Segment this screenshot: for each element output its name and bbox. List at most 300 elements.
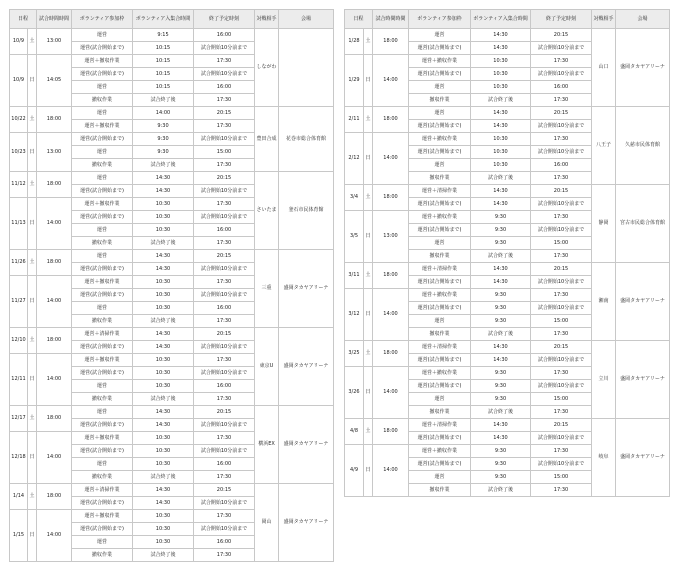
match-day-of-week: 日 bbox=[28, 198, 37, 250]
assembly-time: 9:30 bbox=[471, 445, 531, 458]
end-time: 17:30 bbox=[531, 55, 592, 68]
match-start-time: 18:00 bbox=[37, 328, 72, 354]
end-time: 試合開始10分前まで bbox=[531, 146, 592, 159]
match-day-of-week: 日 bbox=[28, 55, 37, 107]
volunteer-slot: 運営＋撤収作業 bbox=[72, 55, 133, 68]
venue: 宮古市民総合体育館 bbox=[616, 185, 670, 263]
table-header-row bbox=[10, 10, 334, 29]
assembly-time: 10:30 bbox=[133, 523, 194, 536]
match-day-of-week: 土 bbox=[364, 185, 373, 211]
volunteer-slot: 運営 bbox=[72, 81, 133, 94]
assembly-time: 14:30 bbox=[471, 120, 531, 133]
end-time: 17:30 bbox=[194, 393, 255, 406]
volunteer-slot: 運営 bbox=[72, 406, 133, 419]
volunteer-slot: 運営＋撤収作業 bbox=[409, 133, 471, 146]
end-time: 17:30 bbox=[194, 159, 255, 172]
end-time: 15:00 bbox=[531, 471, 592, 484]
venue: 盛岡タカヤアリーナ bbox=[279, 328, 334, 406]
volunteer-slot: 運営(試合開始まで) bbox=[409, 68, 471, 81]
end-time: 試合開始10分前まで bbox=[531, 42, 592, 55]
table-row bbox=[345, 263, 670, 276]
assembly-time: 試合終了後 bbox=[471, 406, 531, 419]
assembly-time: 試合終了後 bbox=[133, 393, 194, 406]
assembly-time: 10:30 bbox=[133, 458, 194, 471]
assembly-time: 14:30 bbox=[471, 42, 531, 55]
assembly-time: 14:30 bbox=[471, 432, 531, 445]
match-start-time: 13:00 bbox=[37, 133, 72, 172]
end-time: 20:15 bbox=[531, 263, 592, 276]
assembly-time: 10:15 bbox=[133, 68, 194, 81]
match-day-of-week: 土 bbox=[364, 263, 373, 289]
assembly-time: 14:30 bbox=[471, 185, 531, 198]
match-date: 12/10 bbox=[10, 328, 28, 354]
header-end-time: 終了予定時刻 bbox=[194, 10, 255, 29]
header-volunteer-slot: ボランティア参加枠 bbox=[72, 10, 133, 29]
volunteer-slot: 運営＋清掃作業 bbox=[72, 484, 133, 497]
opponent: 八王子 bbox=[592, 107, 616, 185]
volunteer-slot: 運営(試合開始まで) bbox=[409, 146, 471, 159]
match-day-of-week: 土 bbox=[28, 29, 37, 55]
match-date: 11/12 bbox=[10, 172, 28, 198]
end-time: 試合開始10分前まで bbox=[531, 224, 592, 237]
match-start-time: 18:00 bbox=[373, 419, 409, 445]
match-start-time: 18:00 bbox=[37, 172, 72, 198]
opponent: 岐阜 bbox=[592, 419, 616, 497]
volunteer-slot: 撤収作業 bbox=[409, 406, 471, 419]
end-time: 16:00 bbox=[194, 380, 255, 393]
assembly-time: 10:30 bbox=[471, 133, 531, 146]
end-time: 15:00 bbox=[531, 315, 592, 328]
match-date: 3/25 bbox=[345, 341, 364, 367]
match-day-of-week: 日 bbox=[28, 276, 37, 328]
end-time: 20:15 bbox=[194, 250, 255, 263]
assembly-time: 10:30 bbox=[133, 354, 194, 367]
match-day-of-week: 日 bbox=[364, 211, 373, 263]
assembly-time: 試合終了後 bbox=[471, 172, 531, 185]
match-start-time: 14:05 bbox=[37, 55, 72, 107]
match-date: 3/11 bbox=[345, 263, 364, 289]
end-time: 17:30 bbox=[194, 354, 255, 367]
assembly-time: 9:30 bbox=[471, 289, 531, 302]
end-time: 試合開始10分前まで bbox=[194, 211, 255, 224]
end-time: 試合開始10分前まで bbox=[531, 458, 592, 471]
volunteer-slot: 運営＋清掃作業 bbox=[409, 185, 471, 198]
match-start-time: 18:00 bbox=[37, 406, 72, 432]
assembly-time: 10:15 bbox=[133, 55, 194, 68]
match-date: 4/9 bbox=[345, 445, 364, 497]
assembly-time: 14:30 bbox=[133, 328, 194, 341]
match-start-time: 18:00 bbox=[373, 263, 409, 289]
header-match-time: 試合時間時間 bbox=[373, 10, 409, 29]
volunteer-slot: 運営＋撤収作業 bbox=[72, 276, 133, 289]
assembly-time: 14:30 bbox=[133, 406, 194, 419]
volunteer-slot: 撤収作業 bbox=[72, 471, 133, 484]
end-time: 17:30 bbox=[194, 315, 255, 328]
assembly-time: 9:30 bbox=[471, 224, 531, 237]
table-row bbox=[345, 341, 670, 354]
end-time: 20:15 bbox=[531, 419, 592, 432]
end-time: 試合開始10分前まで bbox=[194, 185, 255, 198]
end-time: 試合開始10分前まで bbox=[194, 42, 255, 55]
match-start-time: 18:00 bbox=[373, 341, 409, 367]
end-time: 試合開始10分前まで bbox=[531, 380, 592, 393]
match-date: 10/9 bbox=[10, 55, 28, 107]
match-day-of-week: 土 bbox=[28, 172, 37, 198]
volunteer-slot: 運営＋撤収作業 bbox=[72, 198, 133, 211]
assembly-time: 14:30 bbox=[133, 341, 194, 354]
end-time: 試合開始10分前まで bbox=[531, 302, 592, 315]
end-time: 試合開始10分前まで bbox=[531, 120, 592, 133]
assembly-time: 試合終了後 bbox=[133, 549, 194, 562]
header-date: 日程 bbox=[345, 10, 373, 29]
volunteer-slot: 運営 bbox=[409, 81, 471, 94]
match-day-of-week: 土 bbox=[364, 107, 373, 133]
end-time: 16:00 bbox=[194, 302, 255, 315]
end-time: 試合開始10分前まで bbox=[194, 419, 255, 432]
schedule-table-left bbox=[9, 9, 334, 562]
volunteer-slot: 運営＋清掃作業 bbox=[409, 419, 471, 432]
volunteer-slot: 運営(試合開始まで) bbox=[72, 185, 133, 198]
assembly-time: 試合終了後 bbox=[133, 159, 194, 172]
volunteer-slot: 運営 bbox=[409, 315, 471, 328]
table-row bbox=[10, 328, 334, 341]
match-start-time: 14:00 bbox=[37, 432, 72, 484]
assembly-time: 14:30 bbox=[471, 198, 531, 211]
end-time: 15:00 bbox=[531, 237, 592, 250]
match-day-of-week: 日 bbox=[28, 354, 37, 406]
match-start-time: 14:00 bbox=[373, 55, 409, 107]
assembly-time: 14:30 bbox=[133, 250, 194, 263]
assembly-time: 14:30 bbox=[471, 341, 531, 354]
opponent: 三重 bbox=[255, 250, 279, 328]
match-date: 3/4 bbox=[345, 185, 364, 211]
assembly-time: 10:30 bbox=[133, 445, 194, 458]
match-start-time: 14:00 bbox=[37, 198, 72, 250]
assembly-time: 14:30 bbox=[471, 263, 531, 276]
assembly-time: 9:30 bbox=[471, 302, 531, 315]
assembly-time: 試合終了後 bbox=[133, 94, 194, 107]
match-day-of-week: 日 bbox=[28, 510, 37, 562]
match-start-time: 14:00 bbox=[37, 354, 72, 406]
table-row bbox=[10, 107, 334, 120]
end-time: 15:00 bbox=[531, 393, 592, 406]
volunteer-slot: 運営(試合開始まで) bbox=[409, 224, 471, 237]
assembly-time: 9:30 bbox=[133, 133, 194, 146]
volunteer-slot: 運営 bbox=[72, 224, 133, 237]
volunteer-slot: 運営 bbox=[409, 471, 471, 484]
assembly-time: 14:30 bbox=[471, 354, 531, 367]
end-time: 試合開始10分前まで bbox=[194, 289, 255, 302]
end-time: 17:30 bbox=[194, 120, 255, 133]
assembly-time: 9:30 bbox=[471, 458, 531, 471]
match-start-time: 18:00 bbox=[37, 107, 72, 133]
end-time: 17:30 bbox=[194, 198, 255, 211]
table-row bbox=[345, 29, 670, 42]
venue: 盛岡タカヤアリーナ bbox=[279, 250, 334, 328]
volunteer-slot: 運営 bbox=[72, 107, 133, 120]
assembly-time: 9:30 bbox=[471, 380, 531, 393]
assembly-time: 9:30 bbox=[471, 315, 531, 328]
match-date: 1/28 bbox=[345, 29, 364, 55]
volunteer-slot: 運営 bbox=[409, 393, 471, 406]
assembly-time: 14:30 bbox=[133, 484, 194, 497]
venue: 久慈市民体育館 bbox=[616, 107, 670, 185]
assembly-time: 試合終了後 bbox=[133, 237, 194, 250]
match-date: 10/23 bbox=[10, 133, 28, 172]
table-row bbox=[10, 29, 334, 42]
assembly-time: 10:15 bbox=[133, 81, 194, 94]
end-time: 試合開始10分前まで bbox=[531, 276, 592, 289]
venue: 盛岡タカヤアリーナ bbox=[279, 484, 334, 562]
volunteer-slot: 運営＋撤収作業 bbox=[72, 510, 133, 523]
assembly-time: 14:30 bbox=[471, 29, 531, 42]
volunteer-slot: 運営＋撤収作業 bbox=[72, 354, 133, 367]
assembly-time: 9:30 bbox=[471, 237, 531, 250]
end-time: 20:15 bbox=[194, 484, 255, 497]
end-time: 16:00 bbox=[194, 536, 255, 549]
volunteer-slot: 撤収作業 bbox=[72, 237, 133, 250]
end-time: 試合開始10分前まで bbox=[531, 354, 592, 367]
volunteer-slot: 運営(試合開始まで) bbox=[72, 419, 133, 432]
assembly-time: 14:00 bbox=[133, 107, 194, 120]
assembly-time: 10:30 bbox=[471, 81, 531, 94]
assembly-time: 10:30 bbox=[133, 289, 194, 302]
venue: 花巻市総合体育館 bbox=[279, 107, 334, 172]
assembly-time: 10:30 bbox=[471, 159, 531, 172]
match-date: 2/12 bbox=[345, 133, 364, 185]
end-time: 17:30 bbox=[531, 445, 592, 458]
assembly-time: 10:30 bbox=[471, 68, 531, 81]
volunteer-slot: 撤収作業 bbox=[409, 328, 471, 341]
opponent: 湘南 bbox=[592, 263, 616, 341]
match-date: 2/11 bbox=[345, 107, 364, 133]
end-time: 17:30 bbox=[194, 510, 255, 523]
schedule-body-left bbox=[10, 29, 334, 562]
end-time: 試合開始10分前まで bbox=[194, 341, 255, 354]
match-day-of-week: 土 bbox=[28, 250, 37, 276]
volunteer-slot: 運営 bbox=[72, 250, 133, 263]
volunteer-slot: 運営＋撤収作業 bbox=[409, 445, 471, 458]
end-time: 試合開始10分前まで bbox=[194, 497, 255, 510]
assembly-time: 試合終了後 bbox=[133, 471, 194, 484]
volunteer-slot: 運営＋撤収作業 bbox=[72, 432, 133, 445]
match-date: 1/14 bbox=[10, 484, 28, 510]
assembly-time: 試合終了後 bbox=[471, 484, 531, 497]
match-date: 12/11 bbox=[10, 354, 28, 406]
match-day-of-week: 土 bbox=[364, 29, 373, 55]
match-date: 1/15 bbox=[10, 510, 28, 562]
volunteer-slot: 運営＋撤収作業 bbox=[72, 120, 133, 133]
schedule-table-right bbox=[344, 9, 670, 497]
match-day-of-week: 土 bbox=[28, 484, 37, 510]
match-date: 3/5 bbox=[345, 211, 364, 263]
assembly-time: 10:30 bbox=[133, 380, 194, 393]
volunteer-slot: 運営(試合開始まで) bbox=[72, 341, 133, 354]
end-time: 20:15 bbox=[531, 341, 592, 354]
volunteer-slot: 撤収作業 bbox=[72, 94, 133, 107]
assembly-time: 14:30 bbox=[133, 419, 194, 432]
volunteer-slot: 運営 bbox=[72, 302, 133, 315]
match-date: 11/13 bbox=[10, 198, 28, 250]
match-start-time: 13:00 bbox=[37, 29, 72, 55]
volunteer-slot: 運営＋撤収作業 bbox=[409, 367, 471, 380]
volunteer-slot: 撤収作業 bbox=[409, 250, 471, 263]
venue: 盛岡タカヤアリーナ bbox=[616, 29, 670, 107]
end-time: 20:15 bbox=[531, 107, 592, 120]
assembly-time: 14:30 bbox=[133, 497, 194, 510]
match-start-time: 18:00 bbox=[373, 185, 409, 211]
end-time: 16:00 bbox=[531, 81, 592, 94]
volunteer-slot: 運営(試合開始まで) bbox=[409, 380, 471, 393]
volunteer-slot: 運営(試合開始まで) bbox=[409, 120, 471, 133]
assembly-time: 試合終了後 bbox=[471, 94, 531, 107]
opponent: 横浜EX bbox=[255, 406, 279, 484]
match-start-time: 14:00 bbox=[373, 133, 409, 185]
end-time: 試合開始10分前まで bbox=[194, 523, 255, 536]
match-day-of-week: 日 bbox=[364, 55, 373, 107]
header-date: 日程 bbox=[10, 10, 37, 29]
table-row bbox=[10, 250, 334, 263]
volunteer-slot: 運営(試合開始まで) bbox=[409, 42, 471, 55]
header-opponent: 対戦相手 bbox=[255, 10, 279, 29]
match-start-time: 14:00 bbox=[37, 276, 72, 328]
volunteer-slot: 運営(試合開始まで) bbox=[409, 432, 471, 445]
assembly-time: 9:30 bbox=[471, 367, 531, 380]
volunteer-slot: 運営＋撤収作業 bbox=[409, 55, 471, 68]
volunteer-slot: 撤収作業 bbox=[72, 315, 133, 328]
header-volunteer-slot: ボランティア参加枠 bbox=[409, 10, 471, 29]
end-time: 17:30 bbox=[194, 549, 255, 562]
match-start-time: 14:00 bbox=[373, 367, 409, 419]
end-time: 16:00 bbox=[194, 224, 255, 237]
match-day-of-week: 日 bbox=[364, 289, 373, 341]
volunteer-slot: 運営(試合開始まで) bbox=[409, 276, 471, 289]
assembly-time: 10:15 bbox=[133, 42, 194, 55]
end-time: 17:30 bbox=[194, 55, 255, 68]
opponent: 立川 bbox=[592, 341, 616, 419]
volunteer-slot: 運営 bbox=[72, 146, 133, 159]
volunteer-slot: 運営 bbox=[409, 107, 471, 120]
header-opponent: 対戦相手 bbox=[592, 10, 616, 29]
match-date: 12/18 bbox=[10, 432, 28, 484]
match-date: 3/12 bbox=[345, 289, 364, 341]
assembly-time: 10:30 bbox=[133, 432, 194, 445]
assembly-time: 10:30 bbox=[133, 276, 194, 289]
assembly-time: 9:30 bbox=[471, 471, 531, 484]
end-time: 20:15 bbox=[194, 107, 255, 120]
header-end-time: 終了予定時刻 bbox=[531, 10, 592, 29]
volunteer-slot: 運営＋撤収作業 bbox=[409, 211, 471, 224]
match-start-time: 14:00 bbox=[373, 445, 409, 497]
assembly-time: 9:30 bbox=[471, 393, 531, 406]
assembly-time: 14:30 bbox=[133, 185, 194, 198]
match-day-of-week: 土 bbox=[28, 107, 37, 133]
end-time: 試合開始10分前まで bbox=[194, 263, 255, 276]
match-start-time: 18:00 bbox=[373, 107, 409, 133]
match-day-of-week: 日 bbox=[364, 133, 373, 185]
volunteer-slot: 運営 bbox=[409, 237, 471, 250]
end-time: 17:30 bbox=[194, 276, 255, 289]
assembly-time: 10:30 bbox=[133, 367, 194, 380]
table-row bbox=[10, 484, 334, 497]
table-row bbox=[345, 185, 670, 198]
match-day-of-week: 土 bbox=[364, 341, 373, 367]
assembly-time: 14:30 bbox=[133, 172, 194, 185]
end-time: 20:15 bbox=[531, 29, 592, 42]
venue: 盛岡タカヤアリーナ bbox=[616, 419, 670, 497]
end-time: 試合開始10分前まで bbox=[531, 198, 592, 211]
end-time: 試合開始10分前まで bbox=[194, 367, 255, 380]
assembly-time: 10:30 bbox=[133, 198, 194, 211]
assembly-time: 9:15 bbox=[133, 29, 194, 42]
end-time: 17:30 bbox=[531, 406, 592, 419]
assembly-time: 9:30 bbox=[471, 211, 531, 224]
end-time: 20:15 bbox=[194, 172, 255, 185]
opponent: 豊田合成 bbox=[255, 107, 279, 172]
schedule-body-right bbox=[345, 29, 670, 497]
volunteer-slot: 運営(試合開始まで) bbox=[409, 458, 471, 471]
volunteer-slot: 運営＋清掃作業 bbox=[409, 341, 471, 354]
end-time: 17:30 bbox=[531, 211, 592, 224]
assembly-time: 試合終了後 bbox=[471, 328, 531, 341]
volunteer-slot: 運営(試合開始まで) bbox=[72, 68, 133, 81]
end-time: 20:15 bbox=[531, 185, 592, 198]
volunteer-slot: 運営(試合開始まで) bbox=[72, 523, 133, 536]
assembly-time: 9:30 bbox=[133, 146, 194, 159]
volunteer-slot: 運営 bbox=[409, 159, 471, 172]
assembly-time: 14:30 bbox=[471, 107, 531, 120]
venue: 盛岡タカヤアリーナ bbox=[279, 406, 334, 484]
end-time: 15:00 bbox=[194, 146, 255, 159]
opponent: さいたま bbox=[255, 172, 279, 250]
volunteer-slot: 運営＋清掃作業 bbox=[409, 263, 471, 276]
end-time: 16:00 bbox=[531, 159, 592, 172]
venue: 釜石市民体育館 bbox=[279, 172, 334, 250]
assembly-time: 10:30 bbox=[471, 146, 531, 159]
table-row bbox=[345, 419, 670, 432]
table-row bbox=[345, 107, 670, 120]
end-time: 17:30 bbox=[194, 471, 255, 484]
volunteer-slot: 運営(試合開始まで) bbox=[72, 211, 133, 224]
end-time: 試合開始10分前まで bbox=[194, 133, 255, 146]
assembly-time: 試合終了後 bbox=[471, 250, 531, 263]
match-start-time: 14:00 bbox=[37, 510, 72, 562]
volunteer-slot: 運営(試合開始まで) bbox=[409, 354, 471, 367]
match-date: 10/9 bbox=[10, 29, 28, 55]
opponent: しながわ bbox=[255, 29, 279, 107]
volunteer-slot: 運営(試合開始まで) bbox=[409, 302, 471, 315]
match-day-of-week: 土 bbox=[364, 419, 373, 445]
volunteer-slot: 運営(試合開始まで) bbox=[72, 263, 133, 276]
assembly-time: 10:30 bbox=[133, 211, 194, 224]
match-day-of-week: 土 bbox=[28, 406, 37, 432]
table-header-row bbox=[345, 10, 670, 29]
match-date: 11/26 bbox=[10, 250, 28, 276]
assembly-time: 10:30 bbox=[133, 302, 194, 315]
match-day-of-week: 土 bbox=[28, 328, 37, 354]
match-day-of-week: 日 bbox=[28, 432, 37, 484]
opponent: 山口 bbox=[592, 29, 616, 107]
volunteer-slot: 運営 bbox=[72, 29, 133, 42]
opponent: 岡山 bbox=[255, 484, 279, 562]
match-start-time: 18:00 bbox=[373, 29, 409, 55]
assembly-time: 14:30 bbox=[471, 276, 531, 289]
assembly-time: 10:30 bbox=[133, 536, 194, 549]
end-time: 20:15 bbox=[194, 406, 255, 419]
assembly-time: 9:30 bbox=[133, 120, 194, 133]
match-day-of-week: 日 bbox=[364, 367, 373, 419]
volunteer-slot: 運営(試合開始まで) bbox=[72, 445, 133, 458]
